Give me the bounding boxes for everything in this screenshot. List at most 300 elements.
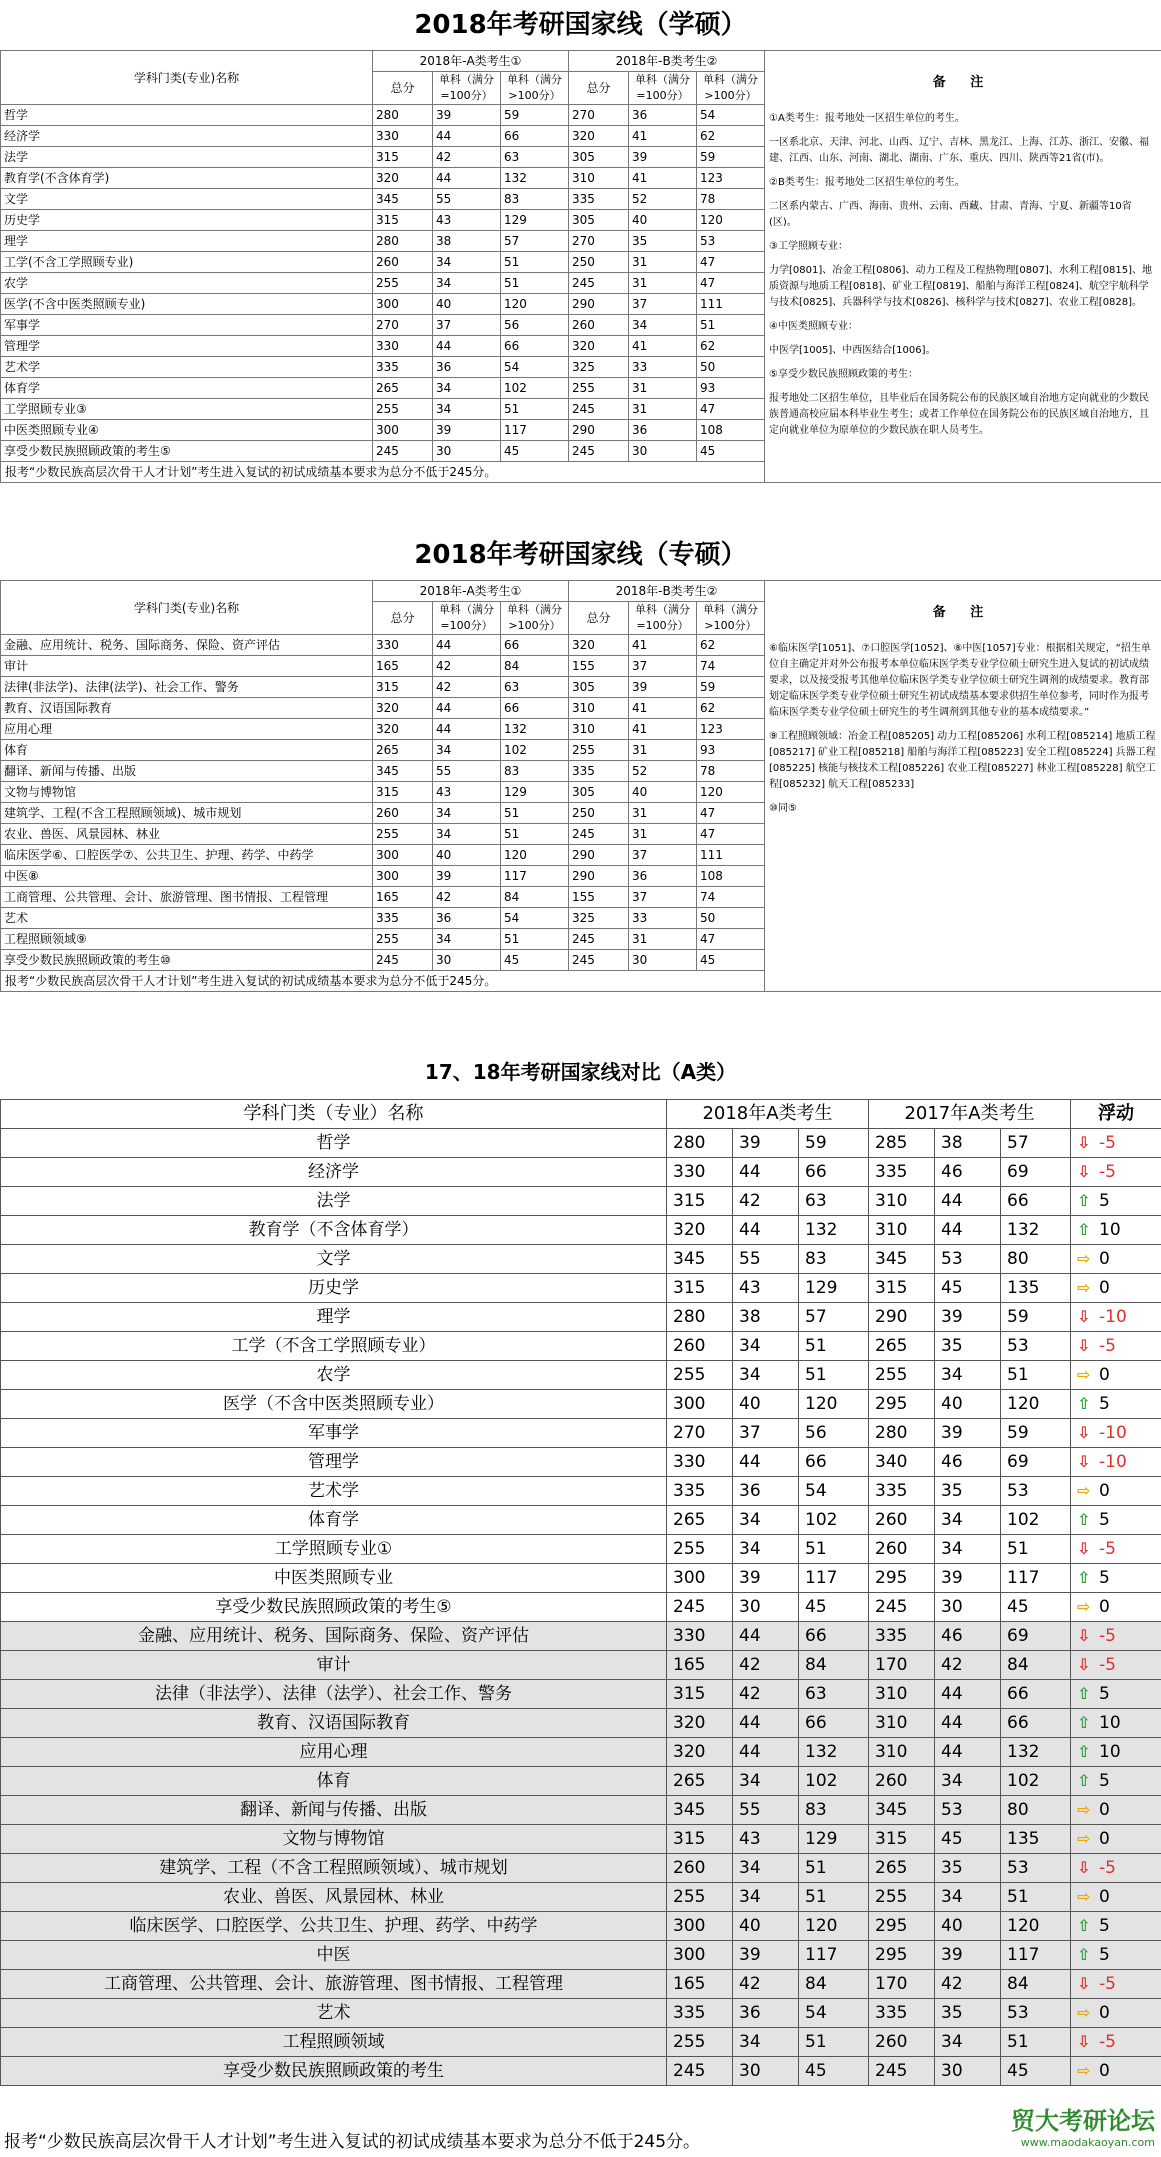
row-value: 300 xyxy=(373,420,433,441)
value-2017: 44 xyxy=(935,1216,1001,1245)
value-2018: 120 xyxy=(799,1912,869,1941)
value-2017: 315 xyxy=(869,1274,935,1303)
row-value: 120 xyxy=(697,210,765,231)
row-value: 30 xyxy=(433,950,501,971)
note-item: 中医学[1005]、中西医结合[1006]。 xyxy=(769,345,936,356)
row-value: 111 xyxy=(697,845,765,866)
value-2017: 53 xyxy=(1001,1999,1071,2028)
value-2017: 34 xyxy=(935,1535,1001,1564)
value-2018: 34 xyxy=(733,1854,799,1883)
arrow-down-icon: ⇩ xyxy=(1077,1162,1091,1181)
value-2017: 245 xyxy=(869,2057,935,2086)
row-value: 255 xyxy=(373,273,433,294)
row-value: 43 xyxy=(433,210,501,231)
value-2017: 260 xyxy=(869,2028,935,2057)
change-cell xyxy=(1071,1245,1161,1274)
value-2018: 280 xyxy=(667,1303,733,1332)
value-2017: 265 xyxy=(869,1854,935,1883)
value-2017: 39 xyxy=(935,1303,1001,1332)
row-subject: 艺术学 xyxy=(1,1477,667,1506)
row-subject: 管理学 xyxy=(1,1448,667,1477)
row-value: 83 xyxy=(501,761,569,782)
row-subject: 哲学 xyxy=(1,1129,667,1158)
single100p-header: 单科（满分>100分） xyxy=(697,72,765,105)
value-2017: 46 xyxy=(935,1158,1001,1187)
row-value: 52 xyxy=(629,189,697,210)
row-subject: 文物与博物馆 xyxy=(1,1825,667,1854)
row-value: 129 xyxy=(501,210,569,231)
row-value: 54 xyxy=(501,908,569,929)
note-item: ②B类考生：报考地处二区招生单位的考生。 xyxy=(769,177,965,188)
arrow-down-icon: ⇩ xyxy=(1077,2032,1091,2051)
value-2017: 39 xyxy=(935,1941,1001,1970)
value-2017: 170 xyxy=(869,1651,935,1680)
row-value: 83 xyxy=(501,189,569,210)
row-value: 260 xyxy=(569,315,629,336)
row-value: 36 xyxy=(433,908,501,929)
value-2017: 265 xyxy=(869,1332,935,1361)
change-value: 10 xyxy=(1099,1220,1121,1240)
row-value: 44 xyxy=(433,168,501,189)
table-footer: 报考“少数民族高层次骨干人才计划”考生进入复试的初试成绩基本要求为总分不低于245分。 xyxy=(1,971,765,992)
value-2018: 51 xyxy=(799,1361,869,1390)
comparison-row xyxy=(1,1303,1161,1332)
row-value: 44 xyxy=(433,719,501,740)
row-subject: 哲学 xyxy=(1,105,373,126)
row-subject: 医学（不含中医类照顾专业） xyxy=(1,1390,667,1419)
value-2018: 44 xyxy=(733,1709,799,1738)
row-subject: 金融、应用统计、税务、国际商务、保险、资产评估 xyxy=(1,1622,667,1651)
row-value: 155 xyxy=(569,656,629,677)
value-2017: 310 xyxy=(869,1680,935,1709)
value-2018: 300 xyxy=(667,1564,733,1593)
value-2017: 310 xyxy=(869,1738,935,1767)
row-subject: 历史学 xyxy=(1,210,373,231)
value-2017: 69 xyxy=(1001,1158,1071,1187)
change-cell xyxy=(1071,1332,1161,1361)
row-value: 45 xyxy=(697,441,765,462)
value-2017: 135 xyxy=(1001,1274,1071,1303)
change-value: 5 xyxy=(1099,1945,1110,1965)
value-2017: 40 xyxy=(935,1390,1001,1419)
value-2018: 30 xyxy=(733,2057,799,2086)
change-cell xyxy=(1071,1535,1161,1564)
arrow-up-icon: ⇧ xyxy=(1077,1568,1091,1587)
value-2018: 335 xyxy=(667,1999,733,2028)
row-subject: 工学(不含工学照顾专业) xyxy=(1,252,373,273)
row-value: 300 xyxy=(373,294,433,315)
value-2017: 66 xyxy=(1001,1187,1071,1216)
single100p-header: 单科（满分>100分） xyxy=(501,72,569,105)
change-value: -5 xyxy=(1099,1162,1116,1182)
row-value: 50 xyxy=(697,908,765,929)
row-value: 78 xyxy=(697,761,765,782)
row-value: 120 xyxy=(501,845,569,866)
value-2017: 66 xyxy=(1001,1680,1071,1709)
note-item: 一区系北京、天津、河北、山西、辽宁、吉林、黑龙江、上海、江苏、浙江、安徽、福建、江西、山东、河南、湖北、湖南、广东、重庆、四川、陕西等21省(市)。 xyxy=(769,137,1150,164)
value-2017: 295 xyxy=(869,1390,935,1419)
value-2017: 255 xyxy=(869,1361,935,1390)
value-2017: 102 xyxy=(1001,1506,1071,1535)
value-2018: 56 xyxy=(799,1419,869,1448)
value-2018: 55 xyxy=(733,1796,799,1825)
row-subject: 中医类照顾专业 xyxy=(1,1564,667,1593)
value-2018: 315 xyxy=(667,1680,733,1709)
change-cell xyxy=(1071,1390,1161,1419)
row-subject: 文学 xyxy=(1,1245,667,1274)
value-2017: 345 xyxy=(869,1245,935,1274)
value-2018: 129 xyxy=(799,1274,869,1303)
note-item: ④中医类照顾专业： xyxy=(769,321,858,332)
value-2018: 34 xyxy=(733,2028,799,2057)
row-value: 74 xyxy=(697,656,765,677)
value-2017: 34 xyxy=(935,1767,1001,1796)
comparison-row xyxy=(1,1651,1161,1680)
row-value: 40 xyxy=(433,845,501,866)
row-value: 47 xyxy=(697,399,765,420)
change-cell xyxy=(1071,1999,1161,2028)
row-value: 47 xyxy=(697,824,765,845)
row-value: 54 xyxy=(501,357,569,378)
value-2018: 45 xyxy=(799,2057,869,2086)
row-subject: 军事学 xyxy=(1,1419,667,1448)
change-value: -5 xyxy=(1099,1133,1116,1153)
subject-header: 学科门类(专业)名称 xyxy=(1,581,373,635)
row-value: 36 xyxy=(629,105,697,126)
value-2018: 37 xyxy=(733,1419,799,1448)
value-2017: 34 xyxy=(935,1883,1001,1912)
value-2017: 117 xyxy=(1001,1941,1071,1970)
row-subject: 理学 xyxy=(1,1303,667,1332)
row-value: 132 xyxy=(501,719,569,740)
row-value: 245 xyxy=(569,929,629,950)
arrow-up-icon: ⇧ xyxy=(1077,1742,1091,1761)
row-value: 57 xyxy=(501,231,569,252)
value-2017: 53 xyxy=(935,1796,1001,1825)
row-value: 47 xyxy=(697,273,765,294)
value-2018: 42 xyxy=(733,1680,799,1709)
comparison-row xyxy=(1,1941,1161,1970)
header-row xyxy=(1,581,1161,602)
row-value: 51 xyxy=(697,315,765,336)
change-cell xyxy=(1071,1187,1161,1216)
row-value: 30 xyxy=(629,950,697,971)
row-value: 335 xyxy=(569,189,629,210)
value-2018: 51 xyxy=(799,2028,869,2057)
row-subject: 工学照顾专业③ xyxy=(1,399,373,420)
change-value: 5 xyxy=(1099,1771,1110,1791)
subject-header: 学科门类(专业)名称 xyxy=(1,51,373,105)
row-value: 41 xyxy=(629,168,697,189)
comparison-row xyxy=(1,1187,1161,1216)
value-2018: 44 xyxy=(733,1738,799,1767)
value-2018: 84 xyxy=(799,1970,869,1999)
single100-header: 单科（满分=100分） xyxy=(433,602,501,635)
value-2017: 59 xyxy=(1001,1419,1071,1448)
value-2018: 265 xyxy=(667,1506,733,1535)
value-2017: 170 xyxy=(869,1970,935,1999)
comparison-table xyxy=(0,1099,1161,2086)
brand-watermark xyxy=(1011,2106,1155,2150)
value-2017: 46 xyxy=(935,1622,1001,1651)
value-2017: 57 xyxy=(1001,1129,1071,1158)
change-value: 0 xyxy=(1099,1278,1110,1298)
note-item: ③工学照顾专业： xyxy=(769,241,848,252)
value-2018: 300 xyxy=(667,1390,733,1419)
row-value: 265 xyxy=(373,740,433,761)
value-2017: 335 xyxy=(869,1477,935,1506)
value-2017: 69 xyxy=(1001,1448,1071,1477)
row-value: 37 xyxy=(629,656,697,677)
value-2018: 66 xyxy=(799,1709,869,1738)
row-value: 255 xyxy=(569,378,629,399)
note-item: ①A类考生：报考地处一区招生单位的考生。 xyxy=(769,113,965,124)
value-2017: 260 xyxy=(869,1767,935,1796)
value-2017: 42 xyxy=(935,1651,1001,1680)
value-2018: 255 xyxy=(667,1883,733,1912)
row-value: 74 xyxy=(697,887,765,908)
change-value: 0 xyxy=(1099,1887,1110,1907)
comparison-row xyxy=(1,1274,1161,1303)
row-value: 111 xyxy=(697,294,765,315)
value-2017: 315 xyxy=(869,1825,935,1854)
value-2017: 30 xyxy=(935,1593,1001,1622)
value-2017: 84 xyxy=(1001,1970,1071,1999)
value-2017: 310 xyxy=(869,1216,935,1245)
arrow-right-icon: ⇨ xyxy=(1077,1481,1091,1500)
row-value: 39 xyxy=(629,677,697,698)
value-2017: 35 xyxy=(935,1999,1001,2028)
row-value: 270 xyxy=(569,105,629,126)
row-value: 33 xyxy=(629,908,697,929)
row-subject: 教育学(不含体育学) xyxy=(1,168,373,189)
value-2018: 260 xyxy=(667,1332,733,1361)
row-subject: 审计 xyxy=(1,1651,667,1680)
group-b-header: 2018年-B类考生② xyxy=(569,51,765,72)
row-value: 62 xyxy=(697,336,765,357)
change-cell xyxy=(1071,1216,1161,1245)
value-2018: 30 xyxy=(733,1593,799,1622)
change-cell xyxy=(1071,1506,1161,1535)
change-value: 0 xyxy=(1099,2003,1110,2023)
value-2018: 36 xyxy=(733,1477,799,1506)
row-value: 51 xyxy=(501,252,569,273)
value-2018: 34 xyxy=(733,1506,799,1535)
value-2018: 165 xyxy=(667,1651,733,1680)
value-2017: 44 xyxy=(935,1738,1001,1767)
comparison-row xyxy=(1,1158,1161,1187)
value-2018: 84 xyxy=(799,1651,869,1680)
value-2017: 295 xyxy=(869,1564,935,1593)
row-value: 51 xyxy=(501,273,569,294)
row-value: 34 xyxy=(433,929,501,950)
change-value: 0 xyxy=(1099,2061,1110,2081)
row-value: 34 xyxy=(433,252,501,273)
row-value: 165 xyxy=(373,887,433,908)
comparison-row xyxy=(1,1622,1161,1651)
value-2017: 340 xyxy=(869,1448,935,1477)
value-2018: 51 xyxy=(799,1332,869,1361)
row-value: 37 xyxy=(629,887,697,908)
row-value: 260 xyxy=(373,803,433,824)
row-value: 120 xyxy=(697,782,765,803)
value-2018: 320 xyxy=(667,1709,733,1738)
row-value: 51 xyxy=(501,929,569,950)
row-subject: 建筑学、工程(不含工程照顾领域)、城市规划 xyxy=(1,803,373,824)
row-subject: 艺术学 xyxy=(1,357,373,378)
row-subject: 应用心理 xyxy=(1,1738,667,1767)
value-2017: 45 xyxy=(1001,1593,1071,1622)
row-value: 108 xyxy=(697,420,765,441)
value-2018: 280 xyxy=(667,1129,733,1158)
arrow-down-icon: ⇩ xyxy=(1077,1452,1091,1471)
row-value: 36 xyxy=(629,420,697,441)
value-2017: 260 xyxy=(869,1506,935,1535)
value-2018: 330 xyxy=(667,1622,733,1651)
comparison-row xyxy=(1,1477,1161,1506)
value-2018: 45 xyxy=(799,1593,869,1622)
row-subject: 法学 xyxy=(1,147,373,168)
row-value: 290 xyxy=(569,845,629,866)
arrow-down-icon: ⇩ xyxy=(1077,1974,1091,1993)
comparison-row xyxy=(1,1390,1161,1419)
row-value: 34 xyxy=(629,315,697,336)
group-a-header: 2018年-A类考生① xyxy=(373,581,569,602)
change-value: -5 xyxy=(1099,1655,1116,1675)
arrow-down-icon: ⇩ xyxy=(1077,1423,1091,1442)
arrow-down-icon: ⇩ xyxy=(1077,1626,1091,1645)
value-2018: 38 xyxy=(733,1303,799,1332)
row-value: 84 xyxy=(501,887,569,908)
comparison-row xyxy=(1,1854,1161,1883)
comparison-row xyxy=(1,1999,1161,2028)
value-2018: 44 xyxy=(733,1216,799,1245)
comparison-row xyxy=(1,2028,1161,2057)
value-2017: 310 xyxy=(869,1709,935,1738)
row-subject: 教育、汉语国际教育 xyxy=(1,698,373,719)
row-value: 93 xyxy=(697,740,765,761)
value-2018: 320 xyxy=(667,1738,733,1767)
value-2017: 255 xyxy=(869,1883,935,1912)
value-2017: 280 xyxy=(869,1419,935,1448)
comparison-row xyxy=(1,1912,1161,1941)
value-2018: 300 xyxy=(667,1912,733,1941)
change-cell xyxy=(1071,1970,1161,1999)
value-2017: 120 xyxy=(1001,1390,1071,1419)
row-value: 108 xyxy=(697,866,765,887)
row-value: 37 xyxy=(629,294,697,315)
row-value: 265 xyxy=(373,378,433,399)
row-value: 102 xyxy=(501,378,569,399)
row-value: 117 xyxy=(501,866,569,887)
change-cell xyxy=(1071,1593,1161,1622)
row-value: 41 xyxy=(629,719,697,740)
value-2017: 35 xyxy=(935,1332,1001,1361)
value-2018: 255 xyxy=(667,1361,733,1390)
arrow-down-icon: ⇩ xyxy=(1077,1539,1091,1558)
value-2017: 30 xyxy=(935,2057,1001,2086)
notes-heading: 备 注 xyxy=(932,605,994,620)
row-value: 62 xyxy=(697,126,765,147)
value-2017: 260 xyxy=(869,1535,935,1564)
comparison-row xyxy=(1,1738,1161,1767)
note-item: ⑩同⑤ xyxy=(769,803,797,814)
arrow-right-icon: ⇨ xyxy=(1077,1249,1091,1268)
row-subject: 工商管理、公共管理、会计、旅游管理、图书情报、工程管理 xyxy=(1,887,373,908)
row-value: 42 xyxy=(433,677,501,698)
value-2018: 42 xyxy=(733,1970,799,1999)
row-value: 34 xyxy=(433,803,501,824)
row-value: 300 xyxy=(373,866,433,887)
arrow-up-icon: ⇧ xyxy=(1077,1916,1091,1935)
value-2018: 132 xyxy=(799,1738,869,1767)
arrow-up-icon: ⇧ xyxy=(1077,1684,1091,1703)
change-value: 5 xyxy=(1099,1394,1110,1414)
row-value: 117 xyxy=(501,420,569,441)
notes-cell xyxy=(765,581,1161,992)
value-2017: 39 xyxy=(935,1419,1001,1448)
value-2018: 54 xyxy=(799,1477,869,1506)
change-cell xyxy=(1071,1129,1161,1158)
total-header: 总分 xyxy=(569,602,629,635)
row-value: 31 xyxy=(629,824,697,845)
row-value: 34 xyxy=(433,378,501,399)
change-value: -5 xyxy=(1099,1858,1116,1878)
change-value: 0 xyxy=(1099,1597,1110,1617)
value-2017: 35 xyxy=(935,1854,1001,1883)
row-value: 51 xyxy=(501,803,569,824)
change-value: -10 xyxy=(1099,1452,1127,1472)
value-2018: 36 xyxy=(733,1999,799,2028)
row-value: 47 xyxy=(697,803,765,824)
comparison-row xyxy=(1,1883,1161,1912)
arrow-up-icon: ⇧ xyxy=(1077,1713,1091,1732)
change-value: 0 xyxy=(1099,1249,1110,1269)
value-2017: 120 xyxy=(1001,1912,1071,1941)
value-2018: 120 xyxy=(799,1390,869,1419)
row-value: 325 xyxy=(569,908,629,929)
row-subject: 建筑学、工程（不含工程照顾领域）、城市规划 xyxy=(1,1854,667,1883)
group-b-header: 2018年-B类考生② xyxy=(569,581,765,602)
row-value: 330 xyxy=(373,635,433,656)
row-value: 123 xyxy=(697,168,765,189)
value-2017: 80 xyxy=(1001,1245,1071,1274)
row-value: 41 xyxy=(629,635,697,656)
row-value: 245 xyxy=(569,950,629,971)
arrow-down-icon: ⇩ xyxy=(1077,1655,1091,1674)
row-value: 155 xyxy=(569,887,629,908)
change-value: 10 xyxy=(1099,1742,1121,1762)
row-value: 255 xyxy=(373,399,433,420)
change-value: -5 xyxy=(1099,2032,1116,2052)
row-value: 34 xyxy=(433,824,501,845)
arrow-right-icon: ⇨ xyxy=(1077,2061,1091,2080)
header-row xyxy=(1,51,1161,72)
row-value: 52 xyxy=(629,761,697,782)
value-2017: 44 xyxy=(935,1709,1001,1738)
value-2018: 315 xyxy=(667,1825,733,1854)
row-value: 44 xyxy=(433,126,501,147)
value-2018: 51 xyxy=(799,1535,869,1564)
value-2017: 51 xyxy=(1001,1361,1071,1390)
arrow-down-icon: ⇩ xyxy=(1077,1336,1091,1355)
value-2017: 51 xyxy=(1001,1883,1071,1912)
value-2018: 51 xyxy=(799,1883,869,1912)
value-2017: 295 xyxy=(869,1912,935,1941)
row-subject: 文学 xyxy=(1,189,373,210)
row-value: 305 xyxy=(569,782,629,803)
change-cell xyxy=(1071,1564,1161,1593)
